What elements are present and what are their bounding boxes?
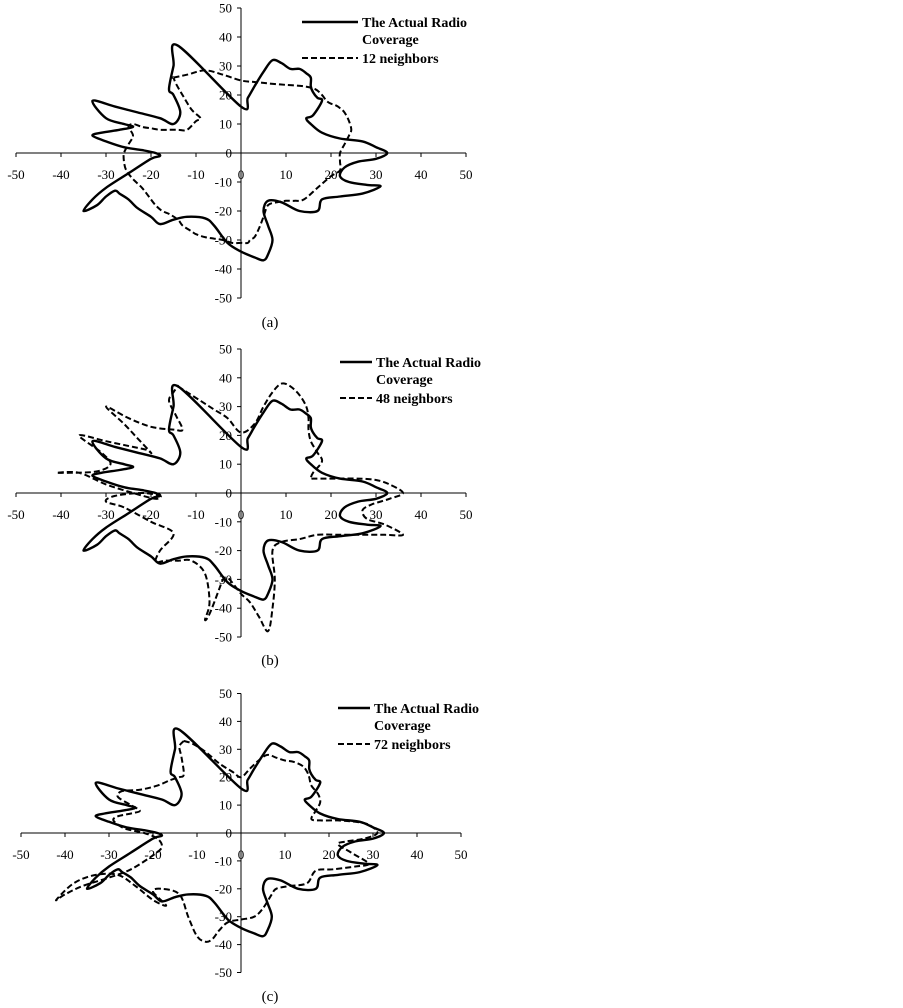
y-tick-label: 50 <box>219 686 232 701</box>
panel-label: (a) <box>261 315 279 331</box>
panel-label: (c) <box>261 989 279 1005</box>
y-tick-label: 0 <box>225 485 232 501</box>
series-line-actual-coverage <box>83 44 387 260</box>
x-tick-label: 40 <box>410 847 424 862</box>
legend <box>302 16 467 67</box>
legend-label: Coverage <box>374 719 431 734</box>
x-tick-label: -10 <box>187 167 205 182</box>
x-tick-label: 30 <box>366 847 380 862</box>
x-tick-label: 30 <box>369 507 383 522</box>
chart-panel-a <box>7 1 472 332</box>
y-tick-label: 30 <box>219 58 232 74</box>
panel-label: (b) <box>261 653 279 669</box>
x-tick-label: 10 <box>278 847 292 862</box>
x-tick-label: -10 <box>188 847 206 862</box>
x-tick-label: -30 <box>97 507 115 522</box>
x-tick-label: -20 <box>142 507 160 522</box>
x-tick-label: 0 <box>237 167 245 182</box>
y-tick-label: 20 <box>219 769 232 785</box>
x-tick-label: 20 <box>322 847 336 862</box>
y-tick-label: -40 <box>214 937 232 953</box>
y-tick-label: -20 <box>214 203 232 219</box>
legend-label: Coverage <box>376 373 433 388</box>
x-tick-label: -40 <box>52 167 70 182</box>
y-tick-label: -30 <box>214 909 232 925</box>
x-tick-label: 50 <box>454 847 468 862</box>
series-line-actual-coverage <box>87 728 384 936</box>
y-tick-label: -50 <box>214 629 232 645</box>
chart-panel-c <box>12 686 479 1005</box>
x-tick-label: 20 <box>324 507 338 522</box>
x-tick-label: -30 <box>100 847 118 862</box>
y-tick-label: -10 <box>214 514 232 530</box>
y-tick-label: -40 <box>214 600 232 616</box>
y-tick-label: -10 <box>214 853 232 869</box>
x-tick-label: -50 <box>7 167 25 182</box>
y-tick-label: -50 <box>214 965 232 980</box>
x-tick-label: -10 <box>187 507 205 522</box>
x-tick-label: 50 <box>459 507 473 522</box>
x-tick-label: -20 <box>144 847 162 862</box>
x-tick-label: 50 <box>459 167 473 182</box>
y-tick-label: -10 <box>214 174 232 190</box>
legend-label: Coverage <box>362 33 419 48</box>
y-tick-label: -30 <box>214 232 232 248</box>
y-tick-label: 30 <box>219 741 232 757</box>
x-tick-label: 30 <box>369 167 383 182</box>
legend-label: The Actual Radio <box>374 702 480 717</box>
legend-label: The Actual Radio <box>362 16 468 31</box>
x-tick-label: 40 <box>414 507 428 522</box>
y-tick-label: -40 <box>214 261 232 277</box>
x-tick-label: 0 <box>237 847 245 862</box>
x-tick-label: 0 <box>237 507 245 522</box>
legend-label: The Actual Radio <box>376 356 482 371</box>
y-tick-label: 0 <box>225 145 232 161</box>
y-tick-label: -20 <box>214 881 232 897</box>
y-tick-label: 10 <box>219 456 232 472</box>
legend-label: 72 neighbors <box>374 738 451 753</box>
legend-label: 48 neighbors <box>376 392 453 407</box>
y-tick-label: 0 <box>225 825 232 841</box>
y-tick-label: -20 <box>214 543 232 559</box>
x-tick-label: -30 <box>97 167 115 182</box>
y-tick-label: 50 <box>219 341 232 357</box>
y-tick-label: 20 <box>219 87 232 103</box>
y-tick-label: 40 <box>219 29 232 45</box>
legend <box>338 702 479 753</box>
y-tick-label: 10 <box>219 116 232 132</box>
x-tick-label: -50 <box>12 847 30 862</box>
x-tick-label: -50 <box>7 507 25 522</box>
x-tick-label: 10 <box>279 507 293 522</box>
y-tick-label: 10 <box>219 797 232 813</box>
x-tick-label: -20 <box>142 167 160 182</box>
chart-panel-b <box>7 342 481 670</box>
y-tick-label: -30 <box>214 571 232 587</box>
y-tick-label: 20 <box>219 427 232 443</box>
x-tick-label: 20 <box>324 167 338 182</box>
y-tick-label: 40 <box>219 370 232 386</box>
legend-label: 12 neighbors <box>362 52 439 67</box>
x-tick-label: -40 <box>52 507 70 522</box>
y-tick-label: 30 <box>219 399 232 415</box>
y-tick-label: 50 <box>219 0 232 16</box>
legend <box>340 356 481 407</box>
x-tick-label: 10 <box>279 167 293 182</box>
x-tick-label: -40 <box>56 847 74 862</box>
y-tick-label: 40 <box>219 713 232 729</box>
y-tick-label: -50 <box>214 290 232 306</box>
x-tick-label: 40 <box>414 167 428 182</box>
